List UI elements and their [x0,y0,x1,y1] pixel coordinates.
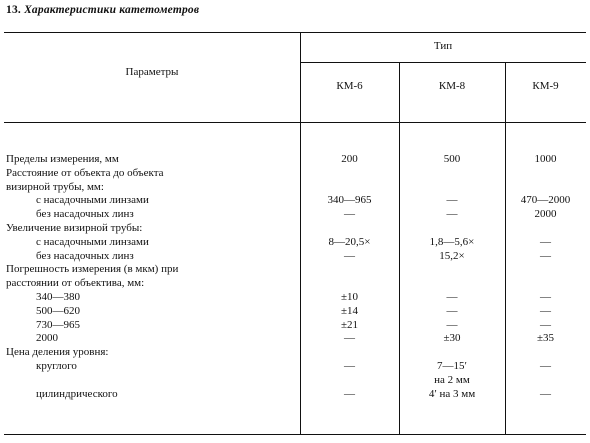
value-cell-km8: — [446,208,458,221]
value-cell-km9: — [540,249,551,262]
value-cell-km6: 340—965 [327,194,372,207]
header-model-km9: КМ-9 [532,80,559,92]
parameter-cell: 2000 [36,332,58,345]
parameter-cell: Погрешность измерения (в мкм) при [6,263,179,276]
value-cell-km6: ±21 [340,318,359,331]
value-cell-km8: 7—15′ [437,360,467,372]
value-cell-km9: 470—2000 [520,194,571,207]
value-cell-km6: — [344,208,355,221]
parameter-cell: 500—620 [36,304,80,317]
parameter-cell: расстоянии от объектива, мм: [6,277,145,290]
value-cell-km8: 4′ на 3 мм [428,387,476,400]
table-row [0,208,590,221]
table-row [0,153,590,166]
parameter-cell: с насадочными линзами [36,194,149,207]
value-cell-km9: 2000 [534,208,557,221]
table-row [0,332,590,345]
value-cell-km8: 500 [443,153,461,165]
table-row [0,167,590,180]
value-cell-km9: 1000 [534,153,557,165]
parameter-cell: визирной трубы, мм: [6,180,104,193]
table-row [0,263,590,276]
table-row [0,194,590,207]
value-cell-km8: — [446,291,458,303]
value-cell-km9: — [540,387,551,400]
table-row [0,222,590,235]
table-title: Характеристики катетометров [24,4,200,16]
table-row [0,236,590,249]
value-cell-km6: ±14 [340,304,359,317]
header-model-km8: КМ-8 [438,80,466,92]
table-row [0,319,590,332]
value-cell-km6: — [344,360,355,372]
value-cell-km8: — [446,194,458,207]
parameter-cell: 730—965 [36,318,80,331]
header-group-rule [300,62,586,63]
table-top-rule [4,32,586,33]
header-parameters: Параметры [125,66,179,78]
table-number: 13. [6,4,21,16]
table-caption [6,4,199,16]
parameter-cell: с насадочными линзами [36,235,149,248]
table-row [0,250,590,263]
table-row [0,360,590,373]
value-cell-km9: — [540,360,551,372]
value-cell-km6: 8—20,5× [328,235,371,248]
value-cell-km9: — [540,291,551,303]
header-bottom-rule [4,122,586,123]
table-row [0,388,590,401]
parameter-cell: Пределы измерения, мм [6,153,119,165]
value-cell-km6: — [344,249,355,262]
parameter-cell: 340—380 [36,291,80,303]
value-cell-km6: — [344,332,355,345]
value-cell-km8: — [446,318,458,331]
value-cell-km6: 200 [341,153,358,165]
table-row [0,374,590,387]
table-bottom-rule [4,434,586,435]
header-model-km6: КМ-6 [336,80,363,92]
parameter-cell: Увеличение визирной трубы: [6,222,143,234]
parameter-cell: без насадочных линз [36,208,134,221]
value-cell-km9: — [540,318,551,331]
value-cell-km9: ±35 [536,332,555,345]
parameter-cell: Расстояние от объекта до объекта [6,166,164,179]
table-row [0,346,590,359]
parameter-cell: цилиндрического [36,387,118,400]
value-cell-km6: ±10 [340,291,359,303]
parameter-cell: круглого [36,360,77,372]
table-row [0,181,590,194]
value-cell-km9: — [540,235,551,248]
parameter-cell: без насадочных линз [36,249,134,262]
value-cell-km8: ±30 [443,332,461,345]
value-cell-km8: — [446,304,458,317]
value-cell-km8: на 2 мм [434,373,470,386]
table-row [0,291,590,304]
parameter-cell: Цена деления уровня: [6,346,109,359]
header-type: Тип [433,40,453,52]
value-cell-km8: 1,8—5,6× [429,235,475,248]
value-cell-km9: — [540,304,551,317]
value-cell-km6: — [344,387,355,400]
table-row [0,277,590,290]
value-cell-km8: 15,2× [439,249,465,262]
table-row [0,305,590,318]
